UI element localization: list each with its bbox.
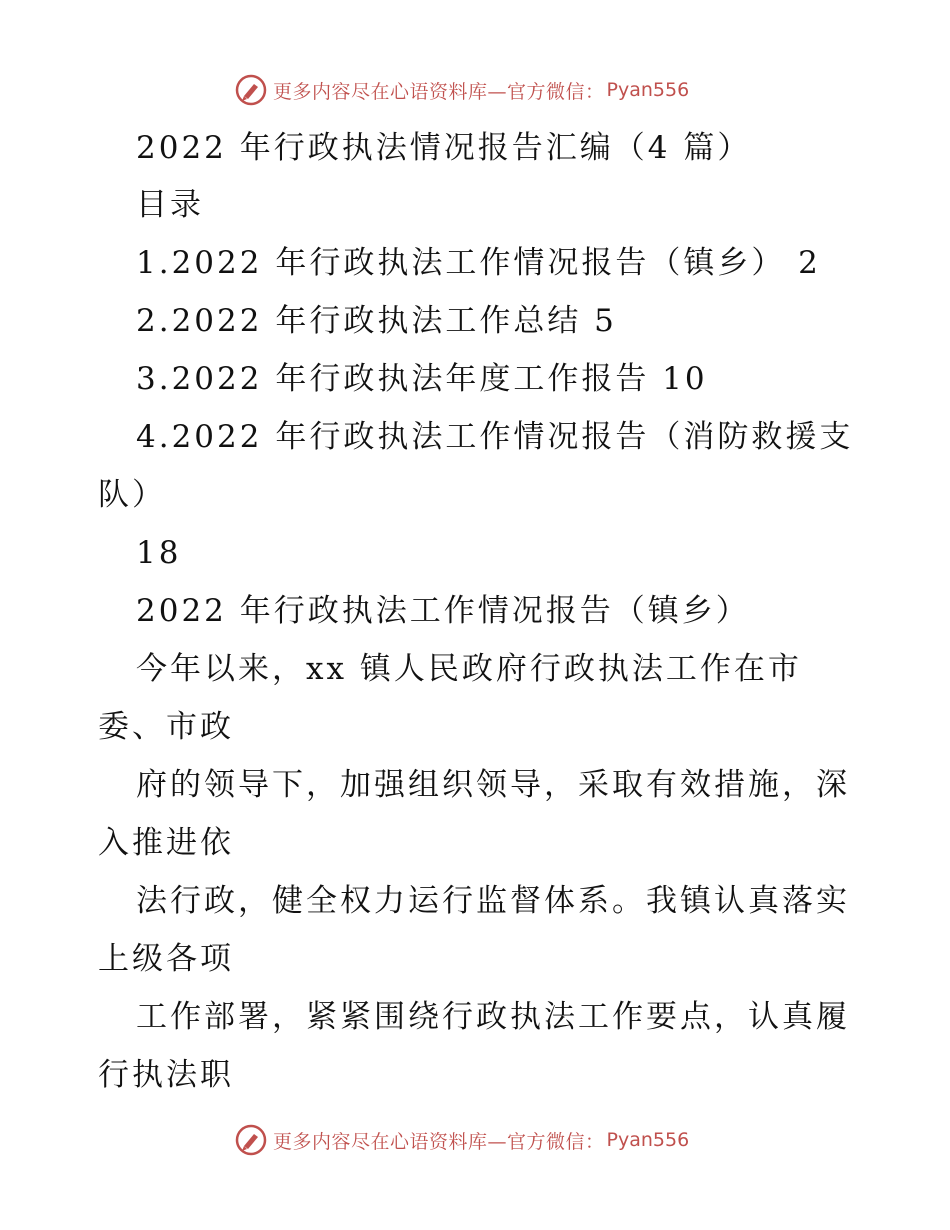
toc-item-2: 2.2022 年行政执法工作总结 5 xyxy=(136,303,617,339)
paragraph-line: 府的领导下，加强组织领导，采取有效措施，深 xyxy=(136,767,850,803)
watermark-text: 更多内容尽在心语资料库—官方微信： xyxy=(273,1130,605,1153)
header-watermark xyxy=(235,72,689,108)
section-heading: 2022 年行政执法工作情况报告（镇乡） xyxy=(136,593,750,629)
toc-item-1: 1.2022 年行政执法工作情况报告（镇乡） 2 xyxy=(136,245,821,281)
toc-item-4-page: 18 xyxy=(136,535,182,571)
paragraph-line: 上级各项 xyxy=(98,941,234,977)
watermark-wechat-id: Pyan556 xyxy=(606,1129,690,1151)
watermark-wechat-id: Pyan556 xyxy=(606,79,690,101)
paragraph-line: 工作部署，紧紧围绕行政执法工作要点，认真履 xyxy=(136,999,850,1035)
paragraph-line: 入推进依 xyxy=(98,825,234,861)
watermark-text: 更多内容尽在心语资料库—官方微信： xyxy=(273,80,605,103)
pen-seal-icon xyxy=(235,1124,267,1156)
footer-watermark xyxy=(235,1122,689,1158)
toc-item-4: 4.2022 年行政执法工作情况报告（消防救援支 xyxy=(136,419,854,455)
pen-seal-icon xyxy=(235,74,267,106)
paragraph-line: 今年以来，xx 镇人民政府行政执法工作在市 xyxy=(136,651,802,687)
paragraph-line: 法行政，健全权力运行监督体系。我镇认真落实 xyxy=(136,883,850,919)
toc-heading: 目录 xyxy=(136,187,204,223)
paragraph-line: 行执法职 xyxy=(98,1057,234,1093)
toc-item-4-cont: 队） xyxy=(98,477,166,513)
paragraph-line: 委、市政 xyxy=(98,709,234,745)
document-title: 2022 年行政执法情况报告汇编（4 篇） xyxy=(136,130,752,166)
toc-item-3: 3.2022 年行政执法年度工作报告 10 xyxy=(136,361,708,397)
